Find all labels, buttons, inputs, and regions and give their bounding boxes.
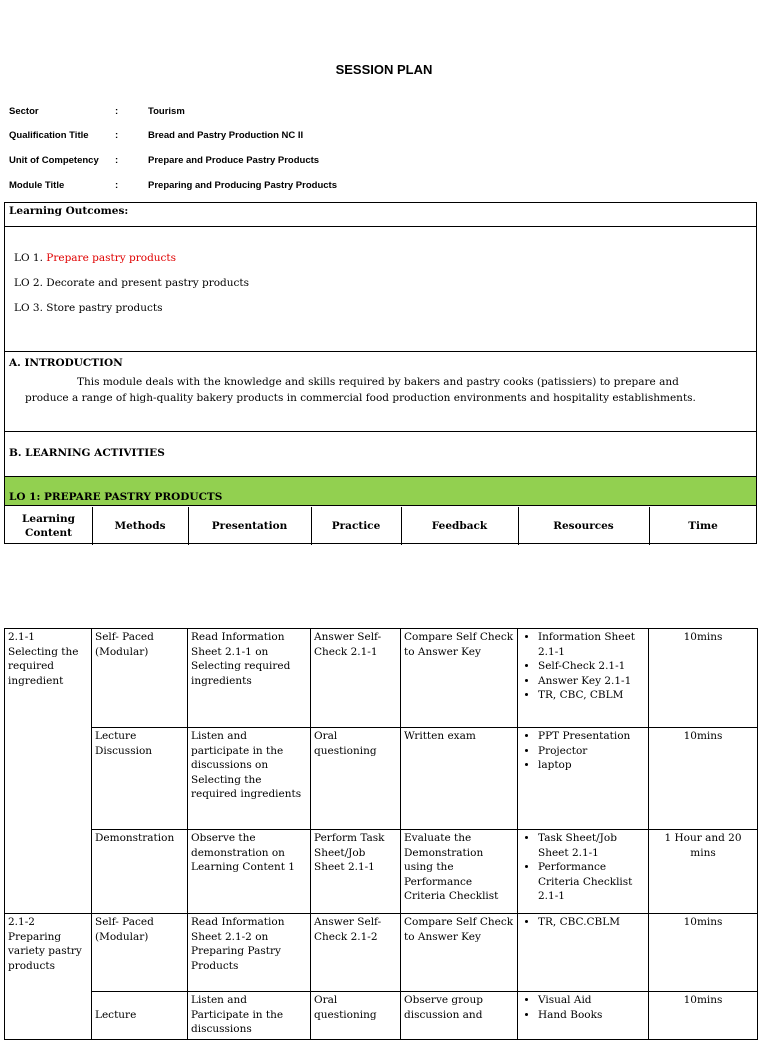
time-cell: 10mins [649,629,758,728]
presentation-cell: Read Information Sheet 2.1-1 on Selecting required ingredients [188,629,311,728]
meta-value: Tourism [148,106,185,117]
learning-outcomes-heading: Learning Outcomes: [9,205,129,217]
activities-heading: B. LEARNING ACTIVITIES [9,447,165,459]
meta-colon: : [115,106,119,117]
method-cell: Lecture [92,992,188,1040]
feedback-cell: Compare Self Check to Answer Key [401,629,518,728]
column-divider [92,507,93,545]
column-header-feedback: Feedback [431,519,488,532]
learning-content-cell: 2.1-1 Selecting the required ingredient [5,629,92,914]
list-item: • Visual Aid [538,993,645,1008]
meta-label: Sector [9,106,39,117]
divider [5,351,756,352]
list-item: • Projector [538,744,645,759]
resources-cell [518,629,649,728]
lo1-text: Prepare pastry products [46,252,177,264]
resources-list [521,630,645,703]
meta-value: Bread and Pastry Production NC II [148,130,304,141]
resources-list [521,993,645,1022]
meta-value: Preparing and Producing Pastry Products [148,180,337,191]
practice-cell: Oral questioning [311,728,401,830]
time-cell: 1 Hour and 20 mins [649,830,758,914]
plan-box [4,202,757,544]
column-divider [188,507,189,545]
column-divider [649,507,650,545]
divider [5,431,756,432]
lo1-line [14,252,176,264]
meta-colon: : [115,130,119,141]
lo2-line: LO 2. Decorate and present pastry products [14,277,250,289]
column-header-presentation: Presentation [211,519,288,532]
presentation-cell: Listen and participate in the discussions on Selecting the required ingredients [188,728,311,830]
divider [5,226,756,227]
lo1-prefix: LO 1. [14,252,43,264]
column-header-methods: Methods [114,519,166,532]
introduction-text: This module deals with the knowledge and skills required by bakers and pastry cooks (patissiers) to prepare and produce a range of high-quality bakery products in commercial food production environments and hospitality establishments. [25,376,696,404]
resources-list [521,729,645,773]
table-row [5,830,758,914]
method-cell: Self- Paced (Modular) [92,914,188,992]
table-row [5,629,758,728]
presentation-cell: Read Information Sheet 2.1-2 on Preparing Pastry Products [188,914,311,992]
list-item: • Answer Key 2.1-1 [538,674,645,689]
table-row [5,914,758,992]
resources-cell [518,914,649,992]
resources-cell [518,728,649,830]
meta-colon: : [115,155,119,166]
feedback-cell: Evaluate the Demonstration using the Performance Criteria Checklist [401,830,518,914]
list-item: • Information Sheet 2.1-1 [538,630,645,659]
list-item: • TR, CBC, CBLM [538,688,645,703]
table-row [5,992,758,1040]
meta-label: Unit of Competency [9,155,99,166]
method-cell: Demonstration [92,830,188,914]
resources-cell [518,830,649,914]
time-cell: 10mins [649,728,758,830]
document-title: SESSION PLAN [335,62,433,77]
method-cell: Lecture Discussion [92,728,188,830]
resources-list [521,915,645,930]
column-header-resources: Resources [553,519,614,532]
time-cell: 10mins [649,992,758,1040]
introduction-heading: A. INTRODUCTION [9,357,123,369]
column-divider [401,507,402,545]
list-item: • TR, CBC.CBLM [538,915,645,930]
table-row [5,728,758,830]
presentation-cell: Listen and Participate in the discussions [188,992,311,1040]
activities-table [4,628,758,1040]
meta-colon: : [115,180,119,191]
list-item: • Performance Criteria Checklist 2.1-1 [538,860,645,904]
column-header-practice: Practice [331,519,381,532]
column-header-learning-content: Learning Content [22,512,75,539]
meta-label: Qualification Title [9,130,89,141]
list-item: • Task Sheet/Job Sheet 2.1-1 [538,831,645,860]
resources-list [521,831,645,904]
column-divider [311,507,312,545]
lo1-banner [5,476,756,506]
resources-cell [518,992,649,1040]
method-cell: Self- Paced (Modular) [92,629,188,728]
lo1-banner-text: LO 1: PREPARE PASTRY PRODUCTS [9,491,223,503]
practice-cell: Answer Self-Check 2.1-2 [311,914,401,992]
feedback-cell: Compare Self Check to Answer Key [401,914,518,992]
lo3-line: LO 3. Store pastry products [14,302,163,314]
list-item: • laptop [538,758,645,773]
list-item: • Hand Books [538,1008,645,1023]
time-cell: 10mins [649,914,758,992]
feedback-cell: Observe group discussion and [401,992,518,1040]
presentation-cell: Observe the demonstration on Learning Content 1 [188,830,311,914]
practice-cell: Oral questioning [311,992,401,1040]
feedback-cell: Written exam [401,728,518,830]
learning-content-cell: 2.1-2 Preparing variety pastry products [5,914,92,1040]
practice-cell: Perform Task Sheet/Job Sheet 2.1-1 [311,830,401,914]
column-header-time: Time [688,519,718,532]
list-item: • PPT Presentation [538,729,645,744]
practice-cell: Answer Self-Check 2.1-1 [311,629,401,728]
meta-value: Prepare and Produce Pastry Products [148,155,320,166]
meta-label: Module Title [9,180,65,191]
list-item: • Self-Check 2.1-1 [538,659,645,674]
column-divider [518,507,519,545]
